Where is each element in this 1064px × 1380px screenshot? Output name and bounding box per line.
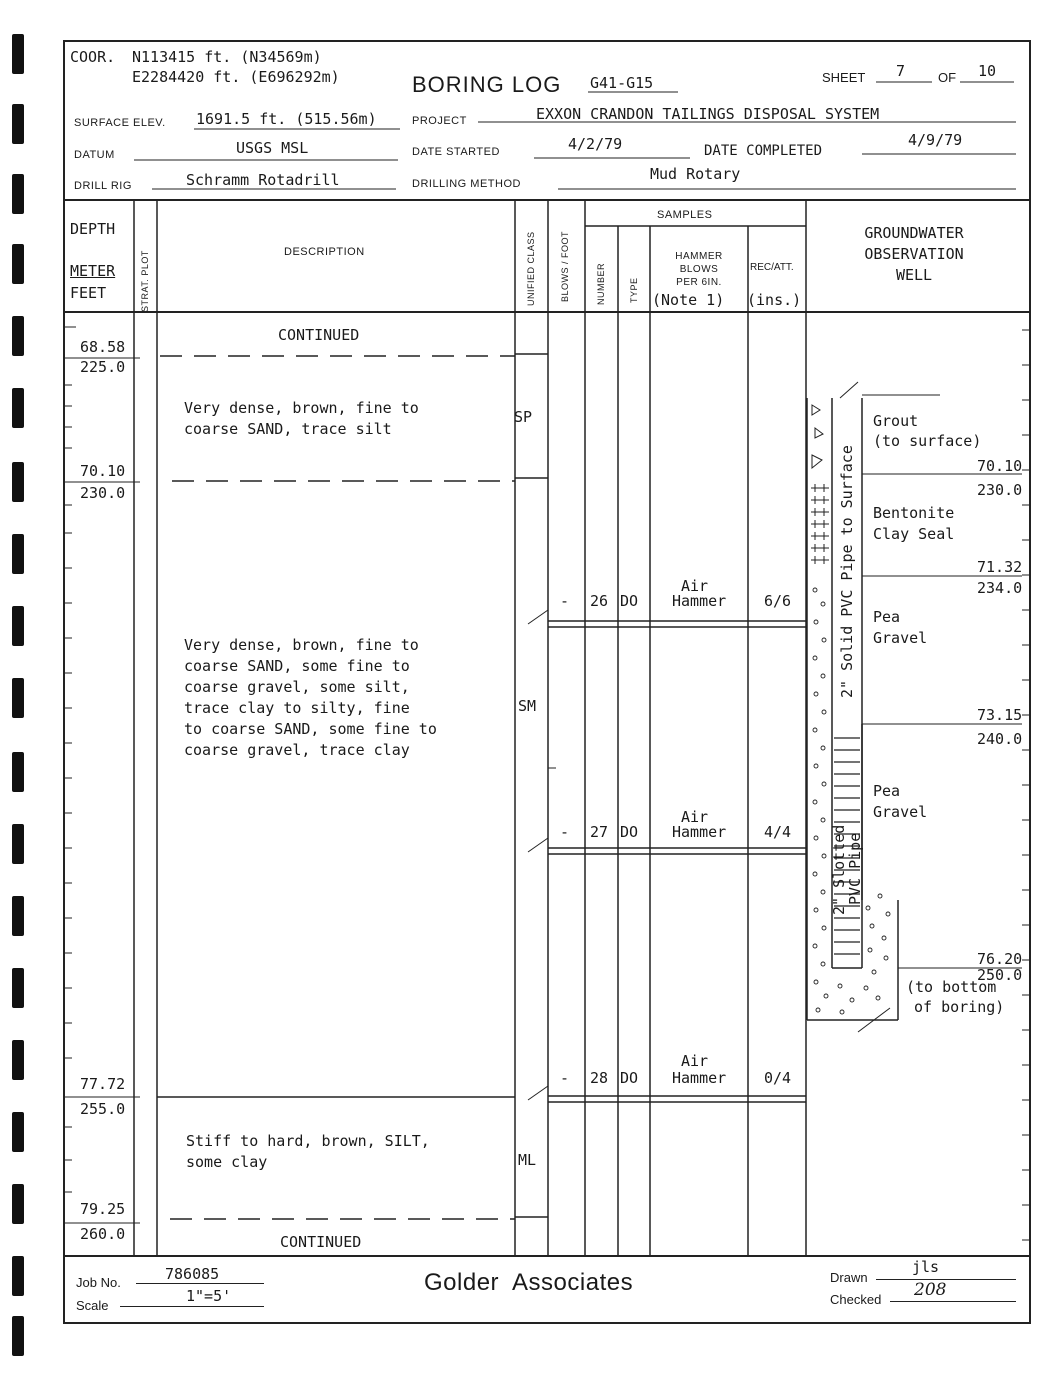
col-hammer-line1: HAMMER [675,251,723,262]
date-completed-label: DATE COMPLETED [704,143,823,159]
sample-number: 27 [590,823,609,841]
bottom-label-2: of boring) [914,998,1005,1016]
bentonite-depth-f: 234.0 [977,579,1023,597]
coor-east: E2284420 ft. (E696292m) [132,68,340,86]
surface-elev-value: 1691.5 ft. (515.56m) [196,110,377,128]
col-hammer-note: (Note 1) [652,291,725,309]
job-label: Job No. [76,1275,121,1290]
scale-label: Scale [76,1298,109,1313]
job-underline [136,1283,264,1284]
sheet-total: 10 [978,62,997,80]
sample-type: DO [620,823,639,841]
col-gw-line3: WELL [895,266,933,284]
sheet-label: SHEET [822,70,866,85]
sample-type: DO [620,592,639,610]
depth-meter-4: 79.25 [80,1200,126,1218]
grout-label-1: Grout [873,412,919,430]
sample-rec: 6/6 [764,592,792,610]
col-rec-unit: (ins.) [747,291,802,309]
col-hammer [650,250,748,289]
drill-rig-value: Schramm Rotadrill [186,171,340,189]
col-strat-plot: STRAT. PLOT [140,250,150,312]
description-layer-1: Very dense, brown, fine to coarse SAND, trace silt [184,399,419,438]
bentonite-label-1: Bentonite [873,504,955,522]
coor-north: N113415 ft. (N34569m) [132,48,322,66]
col-number: NUMBER [596,262,606,305]
of-label: OF [938,70,957,85]
grout-depth-f: 230.0 [977,481,1023,499]
sample-hammer-1: Air [681,808,709,826]
description-layer-3: Stiff to hard, brown, SILT, some clay [186,1132,430,1171]
solid-pvc-pipe-label: 2" Solid PVC Pipe to Surface [838,445,856,698]
sheet-number: 7 [896,62,906,80]
drawn-label: Drawn [830,1270,868,1285]
drilling-method-value: Mud Rotary [650,165,741,183]
grout-label-2: (to surface) [873,432,982,450]
description-layer-2: Very dense, brown, fine to coarse SAND, some fine to coarse gravel, some silt, trace clay to silty, fine to coarse SAND, some fine to coarse gravel, trace clay [184,636,437,759]
pea-gravel-1-depth-m: 73.15 [977,706,1023,724]
col-hammer-line3: PER 6IN. [676,277,722,288]
coor-label: COOR. [70,48,116,66]
sample-blows: - [560,823,570,841]
sample-hammer-2: Hammer [672,592,727,610]
bottom-label-1: (to bottom [906,978,997,996]
sample-rec: 0/4 [764,1069,792,1087]
project-label: PROJECT [412,115,467,127]
pea-gravel-2-label-b: Gravel [873,803,928,821]
drill-rig-label: DRILL RIG [74,180,132,192]
project-value: EXXON CRANDON TAILINGS DISPOSAL SYSTEM [536,105,880,123]
scale-underline [120,1306,264,1307]
unified-class-2: SM [518,697,537,715]
boring-number: G41-G15 [590,74,654,92]
pea-gravel-2-label-a: Pea [873,782,901,800]
datum-value: USGS MSL [236,139,309,157]
slotted-pipe-label-2: PVC Pipe [846,832,864,905]
unified-class-1: SP [514,408,533,426]
sample-number: 28 [590,1069,609,1087]
sample-type: DO [620,1069,639,1087]
slotted-pipe-label-1: 2" Slotted [830,824,848,915]
col-feet: FEET [70,284,107,302]
depth-feet-3: 255.0 [80,1100,126,1118]
pea-gravel-1-label-a: Pea [873,608,901,626]
col-depth: DEPTH [70,220,116,238]
job-number: 786085 [165,1265,220,1283]
company-name: Golder Associates [424,1269,634,1296]
col-groundwater [822,223,1006,286]
col-blows-foot: BLOWS / FOOT [560,230,570,302]
depth-feet-4: 260.0 [80,1225,126,1243]
col-unified-class: UNIFIED CLASS [526,231,536,306]
col-meter: METER [70,262,116,280]
sample-rec: 4/4 [764,823,792,841]
sample-blows: - [560,592,570,610]
unified-class-3: ML [518,1151,537,1169]
date-completed-value: 4/9/79 [908,131,963,149]
col-gw-line1: GROUNDWATER [864,224,964,242]
scale-value: 1"=5' [186,1287,232,1305]
pea-gravel-2-depth-f: 250.0 [977,966,1023,984]
sample-hammer-2: Hammer [672,823,727,841]
col-description: DESCRIPTION [284,246,365,258]
pea-gravel-1-label-b: Gravel [873,629,928,647]
depth-feet-1: 225.0 [80,358,126,376]
grout-depth-m: 70.10 [977,457,1023,475]
sample-hammer-1: Air [681,577,709,595]
checked-underline [890,1301,1016,1302]
col-type: TYPE [629,277,639,303]
depth-meter-3: 77.72 [80,1075,126,1093]
col-gw-line2: OBSERVATION [864,245,964,263]
col-samples: SAMPLES [657,209,713,221]
boring-log-title: BORING LOG [412,72,562,97]
sample-blows: - [560,1069,570,1087]
sample-hammer-1: Air [681,1052,709,1070]
depth-meter-1: 68.58 [80,338,126,356]
sample-hammer-2: Hammer [672,1069,727,1087]
continued-top: CONTINUED [278,326,360,344]
surface-elev-label: SURFACE ELEV. [74,117,166,129]
continued-bottom: CONTINUED [280,1233,362,1251]
datum-label: DATUM [74,149,115,161]
bentonite-label-2: Clay Seal [873,525,955,543]
col-hammer-line2: BLOWS [679,264,719,275]
depth-meter-2: 70.10 [80,462,126,480]
drawn-value: jls [912,1258,940,1276]
date-started-label: DATE STARTED [412,146,500,158]
bentonite-depth-m: 71.32 [977,558,1023,576]
drilling-method-label: DRILLING METHOD [412,178,521,190]
depth-feet-2: 230.0 [80,484,126,502]
col-rec-att: REC/ATT. [750,262,794,273]
pea-gravel-1-depth-f: 240.0 [977,730,1023,748]
checked-label: Checked [830,1292,882,1307]
date-started-value: 4/2/79 [568,135,623,153]
checked-initials: 208 [914,1280,947,1300]
sample-number: 26 [590,592,609,610]
pea-gravel-2-depth-m: 76.20 [977,950,1023,968]
